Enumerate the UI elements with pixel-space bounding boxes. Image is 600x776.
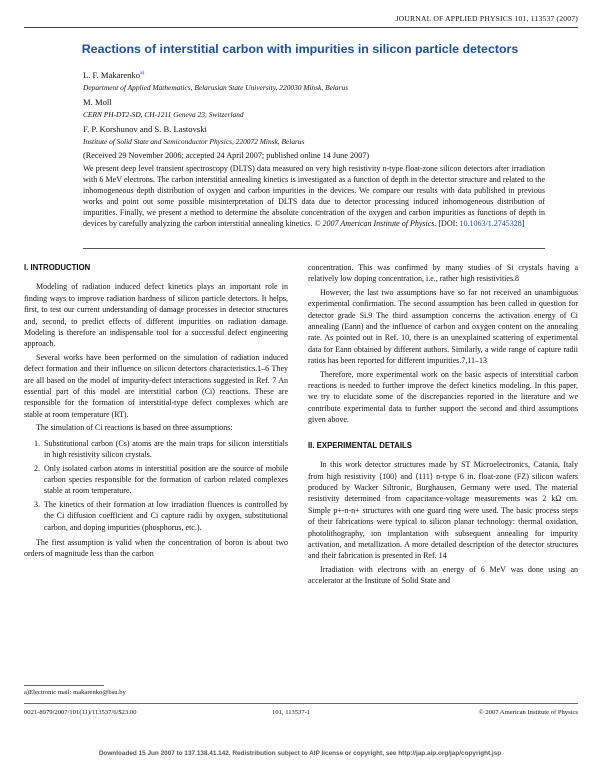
author-2-affiliation: CERN PH-DT2-SD, CH-1211 Geneva 23, Switzerland xyxy=(83,110,244,119)
journal-header: JOURNAL OF APPLIED PHYSICS 101, 113537 (2007) xyxy=(395,14,578,23)
header-rule xyxy=(24,27,578,28)
author-1-affiliation: Department of Applied Mathematics, Belarusian State University, 220030 Minsk, Belarus xyxy=(83,83,349,92)
download-notice: Downloaded 15 Jun 2007 to 137.138.41.142. Redistribution subject to AIP license or copyright, see http://jap.aip.org/jap/copyright.jsp xyxy=(98,750,502,757)
author-3-name: F. P. Korshunov and S. B. Lastovski xyxy=(83,124,207,134)
footnote-rule xyxy=(24,685,104,686)
experimental-paragraph-2: Irradiation with electrons with an energy of 6 MeV was done using an accelerator at the Institute of Solid State and xyxy=(308,564,578,586)
right-paragraph-2: However, the last two assumptions have so far not received an unambiguous experimental confirmation. The second assumption has been called in question for detector grade Si.9 The third assumption concerns the activation energy of Ci annealing (Eann) and the influence of carbon and oxygen content on the annealing rate. As pointed out in Ref. 10, there is an unexplained scattering of experimental data for Eann obtained by different authors. Similarly, a wide range of capture radii ratios has been reported for different impurities.7,11–13 xyxy=(308,287,578,366)
doi-suffix: ] xyxy=(521,218,525,228)
intro-paragraph-closing: The first assumption is valid when the concentration of boron is about two orders of magnitude less than the carbon xyxy=(24,537,288,559)
footer-copyright: © 2007 American Institute of Physics xyxy=(478,709,578,716)
footer-page-number: 101, 113537-1 xyxy=(272,709,311,716)
footer-issn: 0021-8979/2007/101(11)/113537/6/$23.00 xyxy=(24,709,137,716)
abstract xyxy=(83,164,545,229)
abstract-text: We present deep level transient spectroscopy (DLTS) data measured on very high resistivity n-type float-zone silicon detectors after irradiation with 6 MeV electrons. The carbon interstitial annealing kinetics is investigated as a function of depth in the detector structure and related to the inhomogeneous depth distribution of oxygen and carbon impurities in the devices. We compare our results with data published in previous works and point out some possible misinterpretation of DLTS data due to detector processing induced inhomogeneous distribution of impurities. Finally, we present a method to determine the absolute concentration of the oxygen and carbon impurities as functions of depth in devices by carefully analyzing the carbon interstitial annealing kinetics. xyxy=(83,164,545,228)
author-3-affiliation: Institute of Solid State and Semiconductor Physics, 220072 Minsk, Belarus xyxy=(83,137,305,146)
right-paragraph-1: concentration. This was confirmed by many studies of Si crystals having a relatively low doping concentration, i.e., rather high resistivities.8 xyxy=(308,263,578,284)
abstract-copyright: © 2007 American Institute of Physics. xyxy=(314,218,437,228)
assumption-item-3: 3. The kinetics of their formation at low irradiation fluences is controlled by the Ci diffusion coefficient and Ci capture radii by oxygen, substitutional carbon, and doping impurities (phosphorus, etc.). xyxy=(42,499,288,533)
assumption-list xyxy=(24,438,288,533)
footer-rule xyxy=(24,703,578,704)
author-1-name: L. F. Makarenko xyxy=(83,70,141,80)
right-paragraph-3: Therefore, more experimental work on the basic aspects of interstitial carbon reactions is needed to further improve the defect kinetics modeling. In this paper, we try to elucidate some of the discrepancies reported in the literature and we contribute experimental data to further support the second and third assumptions given above. xyxy=(308,369,578,425)
doi-prefix: [DOI: xyxy=(438,218,460,228)
author-footnote: a)Electronic mail: makarenko@bsu.by xyxy=(24,689,126,696)
experimental-paragraph-1: In this work detector structures made by ST Microelectronics, Catania, Italy from high resistivity ⟨100⟩ and ⟨111⟩ n-type 6 in. float-zone (FZ) silicon wafers produced by Wacker Siltronic, Burghausen, Germany were used. The material resistivity determined from capacitance-voltage measurements was 2 kΩ cm. Simple p+-n-n+ structures with one guard ring were used. The basic process steps of their fabrications were typical to silicon planar technology: thermal oxidation, photolithography, ion implantation with subsequent annealing for impurity activation, and metallization. A more detailed description of the detector structures and their fabrication is presented in Ref. 14 xyxy=(308,460,578,561)
author-1-footnote-mark[interactable]: a) xyxy=(140,70,145,77)
intro-paragraph-1: Modeling of radiation induced defect kinetics plays an important role in finding ways to improve radiation hardness of silicon particle detectors. It helps, first, to test our current understanding of damage processes in detector structures and, second, to predict effects of different impurities on radiation damage. Modeling is therefore an indispensable tool for a successful defect engineering approach. xyxy=(24,282,288,349)
received-dates: (Received 29 November 2006; accepted 24 April 2007; published online 14 June 2007) xyxy=(83,151,370,160)
left-column xyxy=(24,262,288,560)
intro-paragraph-3: The simulation of Ci reactions is based on three assumptions: xyxy=(36,423,233,433)
assumption-item-1: 1. Substitutional carbon (Cs) atoms are the main traps for silicon interstitials in high resistivity silicon crystals. xyxy=(42,438,288,461)
right-column xyxy=(308,262,578,587)
author-1 xyxy=(83,70,144,80)
abstract-rule xyxy=(83,248,545,249)
doi-link[interactable]: 10.1063/1.2745328 xyxy=(459,218,522,228)
section-heading-experimental: II. EXPERIMENTAL DETAILS xyxy=(308,440,412,450)
paper-title: Reactions of interstitial carbon with impurities in silicon particle detectors xyxy=(81,42,519,56)
intro-paragraph-2: Several works have been performed on the simulation of radiation induced defect formation and their influence on silicon detectors characteristics.1–6 They are all based on the model of impurity-defect interactions suggested in Ref. 7 An essential part of this model are interstitial carbon (Ci) reactions. These are responsible for the formation of interstitial-type defect complexes which are stable at room temperature (RT). xyxy=(24,352,288,419)
assumption-item-2: 2. Only isolated carbon atoms in interstitial position are the source of mobile carbon species responsible for the formation of carbon related complexes stable at room temperature. xyxy=(42,463,288,497)
section-heading-introduction: I. INTRODUCTION xyxy=(24,263,91,272)
author-2-name: M. Moll xyxy=(83,97,112,107)
